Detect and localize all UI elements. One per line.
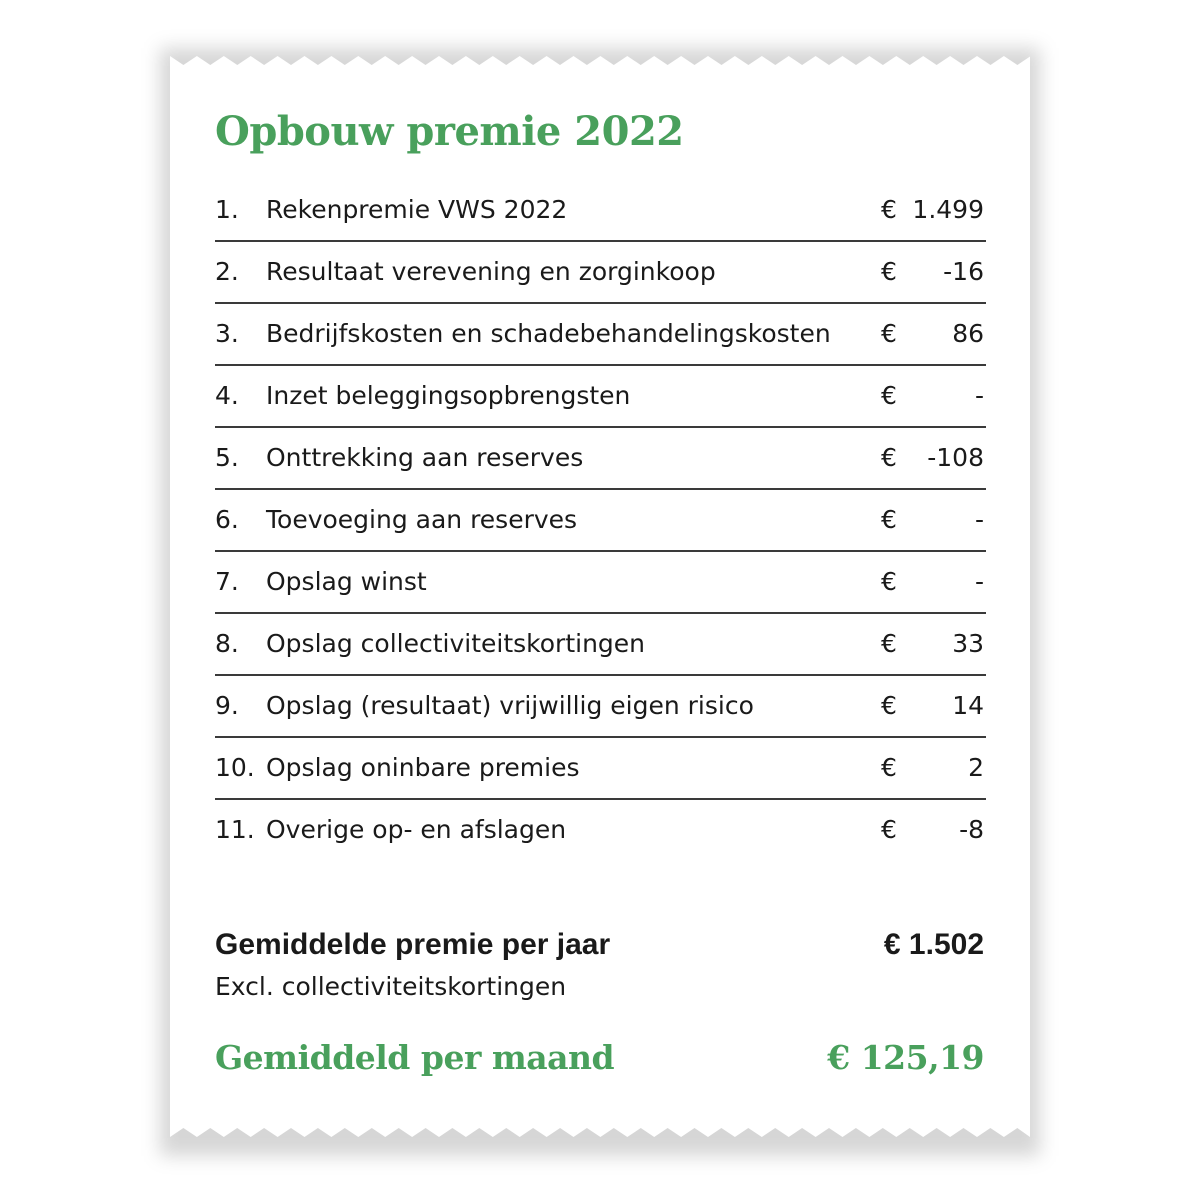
row-label: Opslag winst bbox=[266, 567, 427, 596]
table-row bbox=[215, 304, 986, 366]
row-number: 8. bbox=[215, 629, 239, 658]
row-number: 1. bbox=[215, 195, 239, 224]
page-title: Opbouw premie 2022 bbox=[215, 108, 684, 155]
row-value: 86 bbox=[952, 319, 984, 348]
row-value: 33 bbox=[952, 629, 984, 658]
row-label: Opslag oninbare premies bbox=[266, 753, 580, 782]
row-number: 11. bbox=[215, 815, 255, 844]
euro-symbol: € bbox=[881, 319, 897, 348]
row-label: Onttrekking aan reserves bbox=[266, 443, 584, 472]
table-row bbox=[215, 242, 986, 304]
row-number: 3. bbox=[215, 319, 239, 348]
table-row bbox=[215, 552, 986, 614]
table-row bbox=[215, 614, 986, 676]
row-label: Toevoeging aan reserves bbox=[266, 505, 578, 534]
euro-symbol: € bbox=[881, 443, 897, 472]
row-number: 9. bbox=[215, 691, 239, 720]
row-number: 4. bbox=[215, 381, 239, 410]
table-row bbox=[215, 676, 986, 738]
row-number: 10. bbox=[215, 753, 255, 782]
table-row bbox=[215, 180, 986, 242]
row-label: Bedrijfskosten en schadebehandelingskosten bbox=[266, 319, 831, 348]
row-value: - bbox=[974, 381, 984, 410]
euro-symbol: € bbox=[881, 505, 897, 534]
table-row bbox=[215, 428, 986, 490]
monthly-total-label: Gemiddeld per maand bbox=[215, 1038, 615, 1077]
table-row bbox=[215, 490, 986, 552]
row-value: -108 bbox=[927, 443, 984, 472]
euro-symbol: € bbox=[881, 195, 897, 224]
row-label: Inzet beleggingsopbrengsten bbox=[266, 381, 631, 410]
row-label: Opslag (resultaat) vrijwillig eigen risico bbox=[266, 691, 754, 720]
row-value: 14 bbox=[952, 691, 984, 720]
monthly-total-amount: € 125,19 bbox=[827, 1038, 984, 1077]
euro-symbol: € bbox=[881, 381, 897, 410]
row-number: 2. bbox=[215, 257, 239, 286]
yearly-total-amount: € 1.502 bbox=[883, 928, 984, 961]
table-row bbox=[215, 800, 986, 860]
row-value: - bbox=[974, 567, 984, 596]
euro-symbol: € bbox=[881, 753, 897, 782]
row-number: 6. bbox=[215, 505, 239, 534]
row-value: - bbox=[974, 505, 984, 534]
row-value: -16 bbox=[943, 257, 984, 286]
row-value: -8 bbox=[959, 815, 984, 844]
row-label: Resultaat verevening en zorginkoop bbox=[266, 257, 716, 286]
yearly-total-note: Excl. collectiviteitskortingen bbox=[215, 972, 567, 1001]
table-row bbox=[215, 738, 986, 800]
euro-symbol: € bbox=[881, 629, 897, 658]
table-row bbox=[215, 366, 986, 428]
row-value: 2 bbox=[968, 753, 984, 782]
row-number: 7. bbox=[215, 567, 239, 596]
euro-symbol: € bbox=[881, 567, 897, 596]
row-label: Overige op- en afslagen bbox=[266, 815, 567, 844]
yearly-total-label: Gemiddelde premie per jaar bbox=[215, 928, 611, 961]
row-number: 5. bbox=[215, 443, 239, 472]
premium-breakdown-table bbox=[215, 180, 986, 860]
row-label: Rekenpremie VWS 2022 bbox=[266, 195, 568, 224]
row-value: 1.499 bbox=[912, 195, 984, 224]
euro-symbol: € bbox=[881, 691, 897, 720]
euro-symbol: € bbox=[881, 257, 897, 286]
row-label: Opslag collectiviteitskortingen bbox=[266, 629, 646, 658]
euro-symbol: € bbox=[881, 815, 897, 844]
